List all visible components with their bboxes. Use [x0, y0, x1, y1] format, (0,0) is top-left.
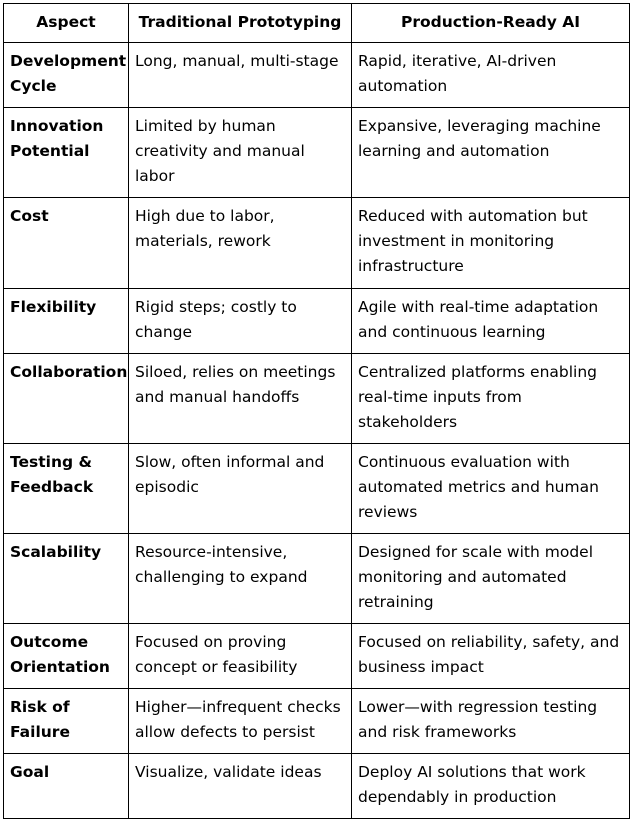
table-header-row	[4, 4, 630, 43]
row-traditional: Focused on proving concept or feasibility	[129, 624, 352, 689]
row-aspect: Scalability	[4, 534, 129, 624]
row-traditional: Limited by human creativity and manual labor	[129, 108, 352, 198]
row-aspect: Outcome Orientation	[4, 624, 129, 689]
row-ai: Rapid, iterative, AI-driven automation	[352, 43, 630, 108]
row-aspect: Flexibility	[4, 289, 129, 354]
table-row	[4, 689, 630, 754]
table-row	[4, 444, 630, 534]
row-aspect: Development Cycle	[4, 43, 129, 108]
table-row	[4, 354, 630, 444]
row-ai: Lower—with regression testing and risk frameworks	[352, 689, 630, 754]
row-traditional: Resource-intensive, challenging to expand	[129, 534, 352, 624]
row-traditional: Higher—infrequent checks allow defects to persist	[129, 689, 352, 754]
row-aspect: Testing & Feedback	[4, 444, 129, 534]
row-ai: Deploy AI solutions that work dependably in production	[352, 754, 630, 819]
row-aspect: Innovation Potential	[4, 108, 129, 198]
row-aspect: Cost	[4, 198, 129, 289]
table-row	[4, 43, 630, 108]
header-ai: Production-Ready AI	[352, 4, 630, 43]
row-ai: Agile with real-time adaptation and continuous learning	[352, 289, 630, 354]
row-traditional: High due to labor, materials, rework	[129, 198, 352, 289]
row-ai: Continuous evaluation with automated metrics and human reviews	[352, 444, 630, 534]
row-traditional: Rigid steps; costly to change	[129, 289, 352, 354]
row-aspect: Goal	[4, 754, 129, 819]
row-aspect: Collaboration	[4, 354, 129, 444]
table-row	[4, 754, 630, 819]
table-row	[4, 108, 630, 198]
row-traditional: Visualize, validate ideas	[129, 754, 352, 819]
table-row	[4, 289, 630, 354]
row-traditional: Long, manual, multi-stage	[129, 43, 352, 108]
row-ai: Reduced with automation but investment in monitoring infrastructure	[352, 198, 630, 289]
header-aspect: Aspect	[4, 4, 129, 43]
table-row	[4, 534, 630, 624]
row-traditional: Slow, often informal and episodic	[129, 444, 352, 534]
row-traditional: Siloed, relies on meetings and manual handoffs	[129, 354, 352, 444]
row-aspect: Risk of Failure	[4, 689, 129, 754]
row-ai: Designed for scale with model monitoring and automated retraining	[352, 534, 630, 624]
header-traditional: Traditional Prototyping	[129, 4, 352, 43]
row-ai: Focused on reliability, safety, and business impact	[352, 624, 630, 689]
table-row	[4, 198, 630, 289]
comparison-table	[3, 3, 630, 819]
row-ai: Centralized platforms enabling real-time inputs from stakeholders	[352, 354, 630, 444]
row-ai: Expansive, leveraging machine learning and automation	[352, 108, 630, 198]
table-row	[4, 624, 630, 689]
